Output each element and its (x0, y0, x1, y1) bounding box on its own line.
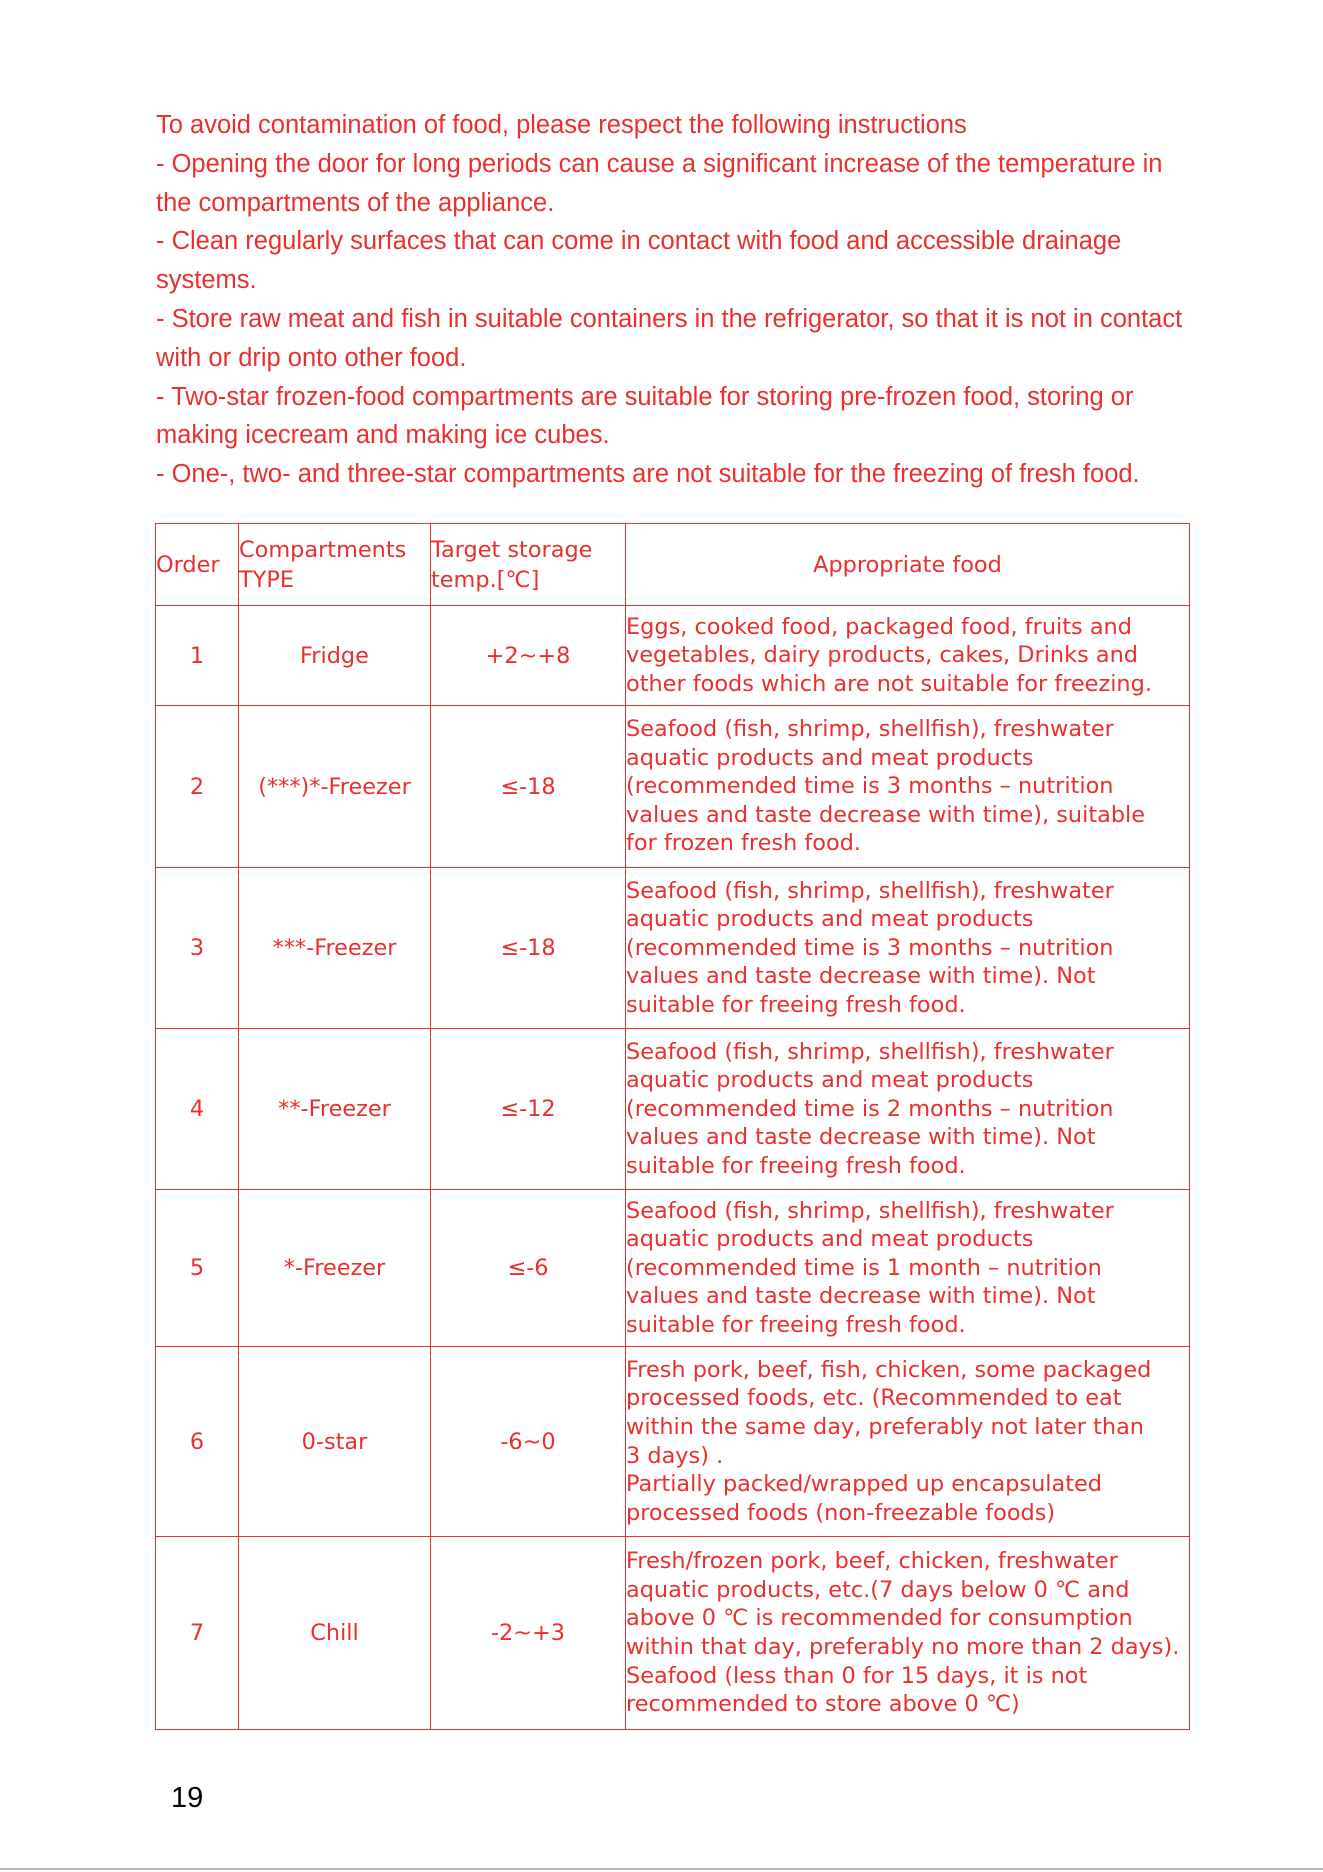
row-order: 5 (156, 1190, 239, 1347)
row-type: (***)*-Freezer (239, 706, 431, 868)
footer-divider (0, 1868, 1323, 1870)
row-type: **-Freezer (239, 1029, 431, 1190)
instruction-store-raw-meat: - Store raw meat and fish in suitable containers in the refrigerator, so that it is not in contact with or drip onto other food. (156, 304, 1183, 372)
header-target-temp: Target storage temp.[℃] (431, 524, 626, 606)
table-row (156, 1537, 1190, 1730)
row-temp: -6~0 (431, 1347, 626, 1537)
row-temp: -2~+3 (431, 1537, 626, 1730)
instructions-heading: To avoid contamination of food, please respect the following instructions (156, 111, 967, 139)
instruction-clean-surfaces: - Clean regularly surfaces that can come in contact with food and accessible drainage systems. (156, 227, 1122, 295)
instruction-two-star: - Two-star frozen-food compartments are suitable for storing pre-frozen food, storing or making icecream and making ice cubes. (156, 382, 1134, 450)
row-type: Fridge (239, 606, 431, 706)
table-row (156, 606, 1190, 706)
row-type: ***-Freezer (239, 868, 431, 1029)
row-order: 1 (156, 606, 239, 706)
row-order: 2 (156, 706, 239, 868)
row-order: 6 (156, 1347, 239, 1537)
header-compartment-type: Compartments TYPE (239, 524, 431, 606)
row-food: Seafood (fish, shrimp, shellfish), freshwater aquatic products and meat products (recommended time is 1 month – nutrition values and taste decrease with time). Not suitable for freeing fresh food. (626, 1190, 1190, 1347)
page-number: 19 (171, 1782, 204, 1814)
storage-table (155, 523, 1190, 1730)
row-type: *-Freezer (239, 1190, 431, 1347)
row-temp: ≤-12 (431, 1029, 626, 1190)
row-food: Seafood (fish, shrimp, shellfish), freshwater aquatic products and meat products (recommended time is 3 months – nutrition values and taste decrease with time). Not suitable for freeing fresh food. (626, 868, 1190, 1029)
table-row (156, 1347, 1190, 1537)
row-order: 7 (156, 1537, 239, 1730)
row-food: Fresh/frozen pork, beef, chicken, freshwater aquatic products, etc.(7 days below 0 ℃ and above 0 ℃ is recommended for consumption within that day, preferably no more than 2 days). Seafood (less than 0 for 15 days, it is not recommended to store above 0 ℃) (626, 1537, 1190, 1730)
row-food: Seafood (fish, shrimp, shellfish), freshwater aquatic products and meat products (recommended time is 2 months – nutrition values and taste decrease with time). Not suitable for freeing fresh food. (626, 1029, 1190, 1190)
instruction-door-open: - Opening the door for long periods can cause a significant increase of the temperature in the compartments of the appliance. (156, 149, 1163, 217)
row-temp: ≤-6 (431, 1190, 626, 1347)
row-type: Chill (239, 1537, 431, 1730)
row-food: Eggs, cooked food, packaged food, fruits and vegetables, dairy products, cakes, Drinks and other foods which are not suitable for freezing. (626, 606, 1190, 706)
row-temp: +2~+8 (431, 606, 626, 706)
table-row (156, 868, 1190, 1029)
table-row (156, 706, 1190, 868)
row-type: 0-star (239, 1347, 431, 1537)
row-order: 4 (156, 1029, 239, 1190)
row-food: Fresh pork, beef, fish, chicken, some packaged processed foods, etc. (Recommended to eat within the same day, preferably not later than 3 days) . Partially packed/wrapped up encapsulated processed foods (non-freezable foods) (626, 1347, 1190, 1537)
table-row (156, 1190, 1190, 1347)
row-temp: ≤-18 (431, 706, 626, 868)
row-food: Seafood (fish, shrimp, shellfish), freshwater aquatic products and meat products (recommended time is 3 months – nutrition values and taste decrease with time), suitable for frozen fresh food. (626, 706, 1190, 868)
header-appropriate-food: Appropriate food (626, 524, 1190, 606)
instructions-block (156, 106, 1196, 494)
row-temp: ≤-18 (431, 868, 626, 1029)
table-header-row (156, 524, 1190, 606)
row-order: 3 (156, 868, 239, 1029)
instruction-one-two-three-star: - One-, two- and three-star compartments are not suitable for the freezing of fresh food. (156, 460, 1140, 489)
header-order: Order (156, 524, 239, 606)
table-row (156, 1029, 1190, 1190)
